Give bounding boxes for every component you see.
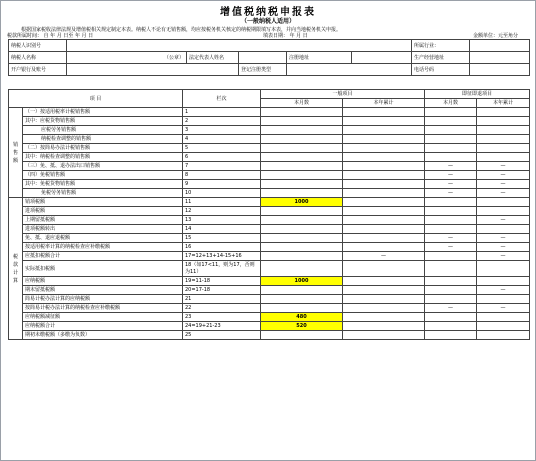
immediate-year-total-cell[interactable] xyxy=(477,207,530,216)
immediate-this-month-cell[interactable]: — xyxy=(425,243,477,252)
general-this-month-cell[interactable] xyxy=(261,295,343,304)
legal-rep-label: 法定代表人姓名 xyxy=(187,52,239,64)
row-label: 免税劳务销售额 xyxy=(23,189,183,198)
row-label: （二）按简易办法计税销售额 xyxy=(23,144,183,153)
general-this-month-cell[interactable] xyxy=(261,180,343,189)
row-number: 21 xyxy=(183,295,261,304)
row-label: 进项税额 xyxy=(23,207,183,216)
immediate-this-month-cell[interactable] xyxy=(425,135,477,144)
row-label: （三）免、抵、退办法出口销售额 xyxy=(23,162,183,171)
immediate-this-month-cell[interactable] xyxy=(425,225,477,234)
row-number: 17=12+13+14-15+16 xyxy=(183,252,261,261)
row-label: 免、抵、退应退税额 xyxy=(23,234,183,243)
row-no-header: 栏次 xyxy=(183,90,261,108)
immediate-this-month-header: 本月数 xyxy=(425,99,477,108)
section-label-calc: 税款计算 xyxy=(9,198,23,340)
row-number: 20=17-18 xyxy=(183,286,261,295)
row-number: 6 xyxy=(183,153,261,162)
period-line-left: 税款所属时间： 自 年 月 日至 年 月 日 xyxy=(7,33,94,39)
industry-field[interactable] xyxy=(470,40,530,52)
table-row xyxy=(9,198,530,207)
row-number: 1 xyxy=(183,108,261,117)
general-this-month-cell[interactable]: 1000 xyxy=(261,277,343,286)
general-items-header: 一般项目 xyxy=(261,90,425,99)
general-year-total-cell[interactable]: — xyxy=(343,252,425,261)
row-number: 2 xyxy=(183,117,261,126)
row-number: 5 xyxy=(183,144,261,153)
general-year-total-cell[interactable] xyxy=(343,225,425,234)
table-row xyxy=(9,243,530,252)
general-year-total-cell[interactable] xyxy=(343,180,425,189)
immediate-this-month-cell[interactable] xyxy=(425,277,477,286)
immediate-this-month-cell[interactable] xyxy=(425,261,477,277)
table-row xyxy=(9,277,530,286)
immediate-year-total-cell[interactable] xyxy=(477,225,530,234)
immediate-year-total-cell[interactable]: — xyxy=(477,171,530,180)
general-year-total-cell[interactable] xyxy=(343,144,425,153)
immediate-year-total-cell[interactable]: — xyxy=(477,304,530,313)
general-this-month-cell[interactable]: 1000 xyxy=(261,198,343,207)
item-header: 项 目 xyxy=(9,90,183,108)
reg-address-field[interactable] xyxy=(352,52,412,64)
bank-account-label: 开户银行及账号 xyxy=(9,64,67,76)
row-label: （一）按适用税率计税销售额 xyxy=(23,108,183,117)
immediate-year-total-cell[interactable] xyxy=(477,108,530,117)
table-row xyxy=(9,322,530,331)
reg-type-label: 登记注册类型 xyxy=(239,64,287,76)
table-row xyxy=(9,153,530,162)
immediate-year-total-cell[interactable] xyxy=(477,331,530,340)
immediate-this-month-cell[interactable]: — xyxy=(425,162,477,171)
table-row xyxy=(9,135,530,144)
table-row xyxy=(9,144,530,153)
section-label-sales: 销售额 xyxy=(9,108,23,198)
row-number: 23 xyxy=(183,313,261,322)
table-row xyxy=(9,313,530,322)
row-label: （四）免税销售额 xyxy=(23,171,183,180)
immediate-this-month-cell[interactable] xyxy=(425,216,477,225)
taxpayer-name-label: 纳税人名称 xyxy=(9,52,67,64)
immediate-this-month-cell[interactable] xyxy=(425,153,477,162)
immediate-this-month-cell[interactable]: — xyxy=(425,304,477,313)
general-this-month-cell[interactable] xyxy=(261,225,343,234)
table-row xyxy=(9,108,530,117)
period-line-right: 金额单位：元至角分 xyxy=(473,33,519,39)
immediate-this-month-cell[interactable] xyxy=(425,144,477,153)
general-year-total-header: 本年累计 xyxy=(343,99,425,108)
immediate-year-total-cell[interactable]: — xyxy=(477,162,530,171)
general-year-total-cell[interactable] xyxy=(343,198,425,207)
immediate-year-total-cell[interactable]: — xyxy=(477,189,530,198)
business-address-field[interactable] xyxy=(470,52,530,64)
table-row xyxy=(9,252,530,261)
row-label: 应纳税额合计 xyxy=(23,322,183,331)
row-number: 24=19+21-23 xyxy=(183,322,261,331)
form-subtitle: （一般纳税人适用） xyxy=(240,18,295,25)
table-row xyxy=(9,180,530,189)
taxpayer-name-field[interactable]: （公章） xyxy=(67,52,187,64)
immediate-this-month-cell[interactable] xyxy=(425,117,477,126)
immediate-this-month-cell[interactable]: — xyxy=(425,189,477,198)
general-this-month-cell[interactable] xyxy=(261,153,343,162)
immediate-this-month-cell[interactable]: — xyxy=(425,171,477,180)
general-this-month-cell[interactable] xyxy=(261,189,343,198)
table-row xyxy=(9,189,530,198)
table-row xyxy=(9,117,530,126)
immediate-this-month-cell[interactable] xyxy=(425,313,477,322)
row-number: 14 xyxy=(183,225,261,234)
table-row xyxy=(9,234,530,243)
row-number: 11 xyxy=(183,198,261,207)
immediate-year-total-cell[interactable] xyxy=(477,153,530,162)
tax-return-table xyxy=(8,89,530,340)
form-title: 增值税纳税申报表 xyxy=(220,7,316,18)
taxpayer-id-label: 纳税人识别号 xyxy=(9,40,67,52)
immediate-year-total-cell[interactable] xyxy=(477,322,530,331)
row-label: 进项税额转出 xyxy=(23,225,183,234)
immediate-year-total-cell[interactable]: — xyxy=(477,234,530,243)
immediate-year-total-header: 本年累计 xyxy=(477,99,530,108)
table-row xyxy=(9,331,530,340)
table-row xyxy=(9,216,530,225)
reg-type-field[interactable] xyxy=(287,64,412,76)
general-year-total-cell[interactable] xyxy=(343,322,425,331)
general-this-month-cell[interactable] xyxy=(261,108,343,117)
general-this-month-cell[interactable] xyxy=(261,135,343,144)
general-year-total-cell[interactable] xyxy=(343,234,425,243)
general-year-total-cell[interactable] xyxy=(343,261,425,277)
row-number: 19=11-18 xyxy=(183,277,261,286)
immediate-year-total-cell[interactable] xyxy=(477,117,530,126)
general-year-total-cell[interactable] xyxy=(343,331,425,340)
general-this-month-cell[interactable] xyxy=(261,252,343,261)
immediate-year-total-cell[interactable] xyxy=(477,313,530,322)
immediate-year-total-cell[interactable]: — xyxy=(477,216,530,225)
general-this-month-cell[interactable] xyxy=(261,117,343,126)
immediate-this-month-cell[interactable]: — xyxy=(425,180,477,189)
legal-rep-field[interactable] xyxy=(239,52,287,64)
immediate-year-total-cell[interactable]: — xyxy=(477,180,530,189)
immediate-year-total-cell[interactable]: — xyxy=(477,286,530,295)
immediate-this-month-cell[interactable] xyxy=(425,286,477,295)
taxpayer-id-field[interactable] xyxy=(67,40,412,52)
reg-address-label: 注册地址 xyxy=(287,52,352,64)
general-year-total-cell[interactable] xyxy=(343,243,425,252)
general-year-total-cell[interactable] xyxy=(343,153,425,162)
table-row xyxy=(9,304,530,313)
general-this-month-cell[interactable] xyxy=(261,162,343,171)
general-year-total-cell[interactable] xyxy=(343,286,425,295)
row-label: 期末留抵税额 xyxy=(23,286,183,295)
row-label: 上期留抵税额 xyxy=(23,216,183,225)
phone-field[interactable] xyxy=(470,64,530,76)
immediate-this-month-cell[interactable] xyxy=(425,322,477,331)
general-year-total-cell[interactable] xyxy=(343,135,425,144)
row-label: 应纳税额减征额 xyxy=(23,313,183,322)
immediate-year-total-cell[interactable] xyxy=(477,198,530,207)
industry-label: 所属行业： xyxy=(412,40,470,52)
immediate-this-month-cell[interactable] xyxy=(425,198,477,207)
immediate-refund-header: 即征即退项目 xyxy=(425,90,530,99)
row-number: 4 xyxy=(183,135,261,144)
row-label: 应抵扣税额合计 xyxy=(23,252,183,261)
general-year-total-cell[interactable] xyxy=(343,216,425,225)
immediate-this-month-cell[interactable] xyxy=(425,207,477,216)
general-year-total-cell[interactable] xyxy=(343,207,425,216)
general-year-total-cell[interactable] xyxy=(343,304,425,313)
period-line-middle: 填表日期： 年 月 日 xyxy=(263,33,308,39)
general-year-total-cell[interactable] xyxy=(343,108,425,117)
immediate-year-total-cell[interactable] xyxy=(477,126,530,135)
immediate-this-month-cell[interactable]: — xyxy=(425,234,477,243)
general-this-month-cell[interactable] xyxy=(261,304,343,313)
row-label: 简易计税办法计算的应纳税额 xyxy=(23,295,183,304)
row-number: 22 xyxy=(183,304,261,313)
row-label: 期初未缴税额（多缴为负数） xyxy=(23,331,183,340)
general-this-month-cell[interactable]: 480 xyxy=(261,313,343,322)
general-this-month-header: 本月数 xyxy=(261,99,343,108)
general-this-month-cell[interactable] xyxy=(261,216,343,225)
row-label: 纳税检查调整的销售额 xyxy=(23,135,183,144)
business-address-label: 生产经营地址 xyxy=(412,52,470,64)
general-this-month-cell[interactable]: 520 xyxy=(261,322,343,331)
row-label: 其中：免税货物销售额 xyxy=(23,180,183,189)
immediate-this-month-cell[interactable] xyxy=(425,108,477,117)
general-this-month-cell[interactable] xyxy=(261,286,343,295)
general-year-total-cell[interactable] xyxy=(343,126,425,135)
general-year-total-cell[interactable] xyxy=(343,189,425,198)
general-this-month-cell[interactable] xyxy=(261,207,343,216)
general-year-total-cell[interactable] xyxy=(343,117,425,126)
immediate-year-total-cell[interactable] xyxy=(477,261,530,277)
general-this-month-cell[interactable] xyxy=(261,331,343,340)
table-row xyxy=(9,126,530,135)
table-row xyxy=(9,207,530,216)
table-row xyxy=(9,162,530,171)
row-label: 实际抵扣税额 xyxy=(23,261,183,277)
immediate-this-month-cell[interactable] xyxy=(425,252,477,261)
immediate-year-total-cell[interactable] xyxy=(477,295,530,304)
table-row xyxy=(9,286,530,295)
general-this-month-cell[interactable] xyxy=(261,171,343,180)
table-row xyxy=(9,261,530,277)
general-year-total-cell[interactable] xyxy=(343,295,425,304)
immediate-year-total-cell[interactable]: — xyxy=(477,252,530,261)
immediate-year-total-cell[interactable] xyxy=(477,135,530,144)
taxpayer-info-table xyxy=(8,39,530,76)
general-this-month-cell[interactable] xyxy=(261,144,343,153)
immediate-year-total-cell[interactable] xyxy=(477,144,530,153)
form-instruction: 根据国家税收法律法规及增值税相关规定制定本表。纳税人不论有无销售额，均应按税务机关核定的纳税期限填写本表，并向当地税务机关申报。 xyxy=(21,27,342,33)
general-year-total-cell[interactable] xyxy=(343,171,425,180)
immediate-year-total-cell[interactable] xyxy=(477,277,530,286)
immediate-year-total-cell[interactable]: — xyxy=(477,243,530,252)
row-number: 7 xyxy=(183,162,261,171)
immediate-this-month-cell[interactable] xyxy=(425,331,477,340)
row-label: 其中：纳税检查调整的销售额 xyxy=(23,153,183,162)
table-row xyxy=(9,295,530,304)
row-label: 其中：应税货物销售额 xyxy=(23,117,183,126)
immediate-this-month-cell[interactable] xyxy=(425,126,477,135)
general-this-month-cell[interactable] xyxy=(261,126,343,135)
general-this-month-cell[interactable] xyxy=(261,261,343,277)
row-number: 12 xyxy=(183,207,261,216)
phone-label: 电话号码 xyxy=(412,64,470,76)
general-this-month-cell[interactable] xyxy=(261,243,343,252)
row-number: 25 xyxy=(183,331,261,340)
row-label: 按适用税率计算的纳税检查应补缴税额 xyxy=(23,243,183,252)
bank-account-field[interactable] xyxy=(67,64,239,76)
row-label: 销项税额 xyxy=(23,198,183,207)
row-number: 8 xyxy=(183,171,261,180)
general-year-total-cell[interactable] xyxy=(343,313,425,322)
row-number: 18（如17<11，则为17，否则为11） xyxy=(183,261,261,277)
immediate-this-month-cell[interactable] xyxy=(425,295,477,304)
row-label: 应税劳务销售额 xyxy=(23,126,183,135)
row-number: 16 xyxy=(183,243,261,252)
table-row xyxy=(9,225,530,234)
row-label: 应纳税额 xyxy=(23,277,183,286)
row-label: 按简易计税办法计算的纳税检查应补缴税额 xyxy=(23,304,183,313)
general-this-month-cell[interactable] xyxy=(261,234,343,243)
general-year-total-cell[interactable] xyxy=(343,277,425,286)
row-number: 15 xyxy=(183,234,261,243)
table-row xyxy=(9,171,530,180)
row-number: 9 xyxy=(183,180,261,189)
row-number: 13 xyxy=(183,216,261,225)
general-year-total-cell[interactable] xyxy=(343,162,425,171)
row-number: 10 xyxy=(183,189,261,198)
row-number: 3 xyxy=(183,126,261,135)
